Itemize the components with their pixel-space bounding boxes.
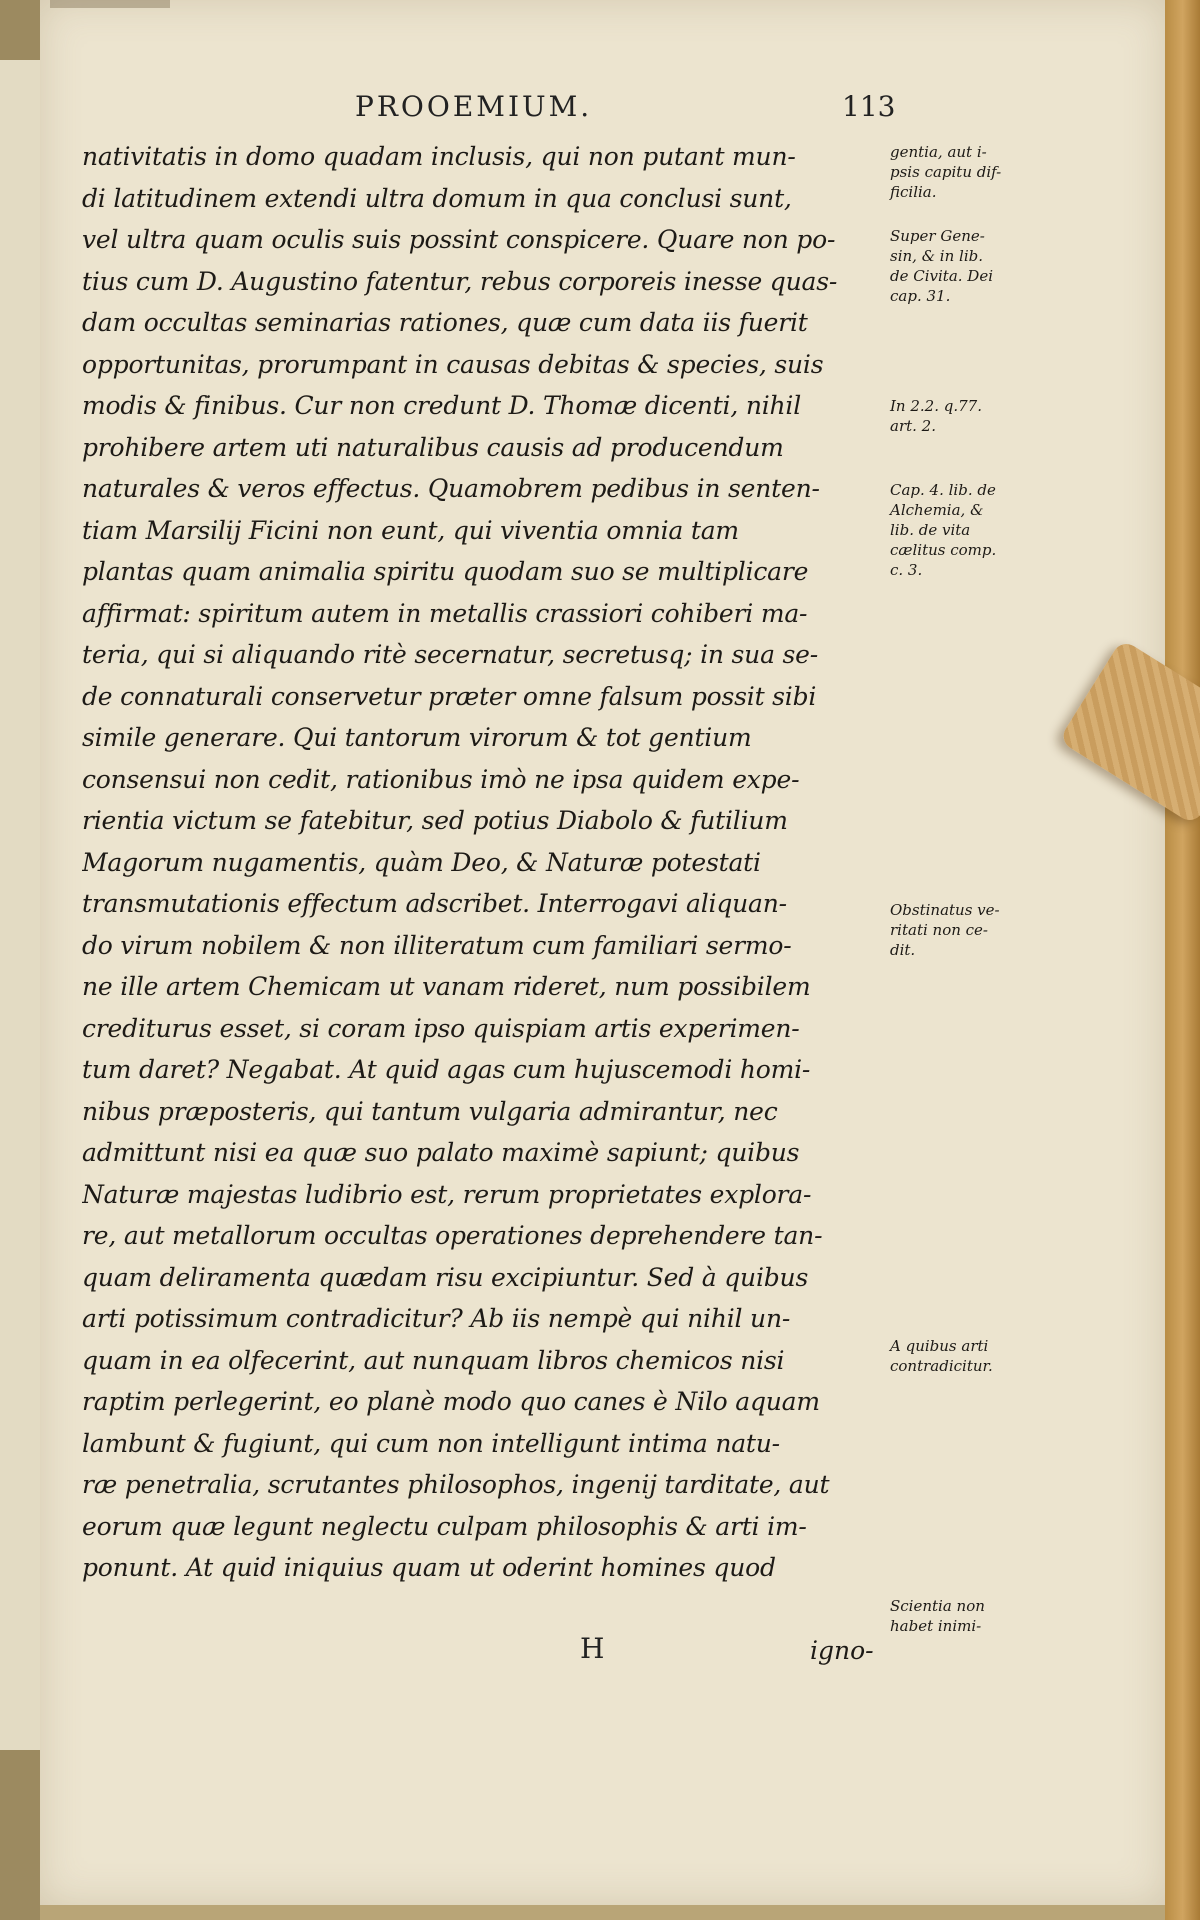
signature-mark: H	[580, 1632, 605, 1665]
text-line: de connaturali conservetur præter omne falsum possit sibi	[82, 681, 817, 711]
margin-note-line: sin, & in lib.	[890, 247, 984, 265]
text-line: admittunt nisi ea quæ suo palato maximè sapiunt; quibus	[82, 1138, 800, 1167]
margin-note-line: Cap. 4. lib. de	[890, 481, 996, 499]
text-line: do virum nobilem & non illiteratum cum familiari sermo-	[82, 930, 792, 960]
margin-note	[890, 1336, 1040, 1376]
margin-note-line: ficilia.	[890, 183, 937, 201]
margin-note-line: c. 3.	[890, 561, 923, 579]
text-line: transmutationis effectum adscribet. Interrogavi aliquan-	[82, 889, 787, 918]
text-line: ponunt. At quid iniquius quam ut oderint homines quod	[82, 1553, 776, 1582]
margin-note	[890, 900, 1040, 960]
margin-note-line: contradicitur.	[890, 1357, 993, 1375]
text-line: eorum quæ legunt neglectu culpam philosophis & arti im-	[82, 1511, 807, 1541]
text-line: tius cum D. Augustino fatentur, rebus corporeis inesse quas-	[82, 266, 838, 296]
text-line: vel ultra quam oculis suis possint conspicere. Quare non po-	[82, 225, 836, 254]
text-line: naturales & veros effectus. Quamobrem pedibus in senten-	[82, 474, 820, 503]
page-number: 113	[842, 90, 896, 123]
margin-note-line: dit.	[890, 941, 916, 959]
margin-note-line: psis capitu dif-	[890, 163, 1002, 181]
catchword: igno-	[810, 1636, 874, 1665]
page-header	[355, 90, 896, 130]
text-line: dam occultas seminarias rationes, quæ cum data iis fuerit	[82, 308, 808, 337]
margin-note-line: Obstinatus ve-	[890, 901, 1000, 919]
text-line: plantas quam animalia spiritu quodam suo se multiplicare	[82, 557, 809, 586]
facing-page-edge	[0, 60, 41, 1750]
text-line: tum daret? Negabat. At quid agas cum hujuscemodi homi-	[82, 1055, 811, 1084]
page-footer	[82, 1632, 882, 1676]
text-line: Naturæ majestas ludibrio est, rerum proprietates explora-	[82, 1179, 812, 1209]
main-text-block	[82, 136, 882, 1589]
text-line: nativitatis in domo quadam inclusis, qui non putant mun-	[82, 142, 796, 171]
text-line: rientia victum se fatebitur, sed potius Diabolo & futilium	[82, 806, 788, 835]
text-line: re, aut metallorum occultas operationes deprehendere tan-	[82, 1221, 823, 1250]
text-line: modis & finibus. Cur non credunt D. Thomæ dicenti, nihil	[82, 391, 802, 420]
margin-note-line: cælitus comp.	[890, 541, 997, 559]
text-line: lambunt & fugiunt, qui cum non intelligunt intima natu-	[82, 1428, 780, 1458]
margin-note-line: lib. de vita	[890, 521, 971, 539]
text-line: ræ penetralia, scrutantes philosophos, ingenij tarditate, aut	[82, 1470, 830, 1499]
margin-note-line: habet inimi-	[890, 1617, 982, 1635]
margin-note	[890, 480, 1040, 580]
text-line: ne ille artem Chemicam ut vanam rideret, num possibilem	[82, 972, 811, 1001]
text-line: arti potissimum contradicitur? Ab iis nempè qui nihil un-	[82, 1304, 791, 1333]
book-spine-edge	[1165, 0, 1200, 1920]
text-line: teria, qui si aliquando ritè secernatur, secretusq; in sua se-	[82, 640, 818, 669]
margin-note-line: In 2.2. q.77.	[890, 397, 982, 415]
text-line: di latitudinem extendi ultra domum in qua conclusi sunt,	[82, 183, 792, 213]
text-line: tiam Marsilij Ficini non eunt, qui viventia omnia tam	[82, 515, 739, 545]
page-bottom-edge	[40, 1905, 1165, 1920]
text-line: quam deliramenta quædam risu excipiuntur. Sed à quibus	[82, 1262, 809, 1292]
margin-note-line: art. 2.	[890, 417, 936, 435]
margin-note-line: Scientia non	[890, 1597, 985, 1615]
margin-note-line: A quibus arti	[890, 1337, 989, 1355]
margin-note-line: ritati non ce-	[890, 921, 988, 939]
text-line: quam in ea olfecerint, aut nunquam libros chemicos nisi	[82, 1345, 785, 1375]
text-line: consensui non cedit, rationibus imò ne ipsa quidem expe-	[82, 764, 800, 794]
margin-note-line: cap. 31.	[890, 287, 951, 305]
margin-note-line: Super Gene-	[890, 227, 985, 245]
text-line: raptim perlegerint, eo planè modo quo canes è Nilo aquam	[82, 1387, 820, 1416]
text-line: affirmat: spiritum autem in metallis crassiori cohiberi ma-	[82, 598, 808, 628]
margin-note	[890, 226, 1040, 306]
text-line: prohibere artem uti naturalibus causis ad producendum	[82, 432, 784, 462]
text-line: crediturus esset, si coram ipso quispiam artis experimen-	[82, 1013, 800, 1043]
text-line: nibus præposteris, qui tantum vulgaria admirantur, nec	[82, 1096, 778, 1126]
margin-note	[890, 396, 1040, 436]
margin-note	[890, 142, 1040, 202]
margin-note-line: Alchemia, &	[890, 501, 984, 519]
ink-stain	[50, 0, 170, 8]
margin-note-line: de Civita. Dei	[890, 267, 994, 285]
margin-note	[890, 1596, 1040, 1636]
margin-note-line: gentia, aut i-	[890, 143, 987, 161]
running-title: PROOEMIUM.	[355, 90, 593, 123]
text-line: opportunitas, prorumpant in causas debitas & species, suis	[82, 349, 824, 379]
text-line: Magorum nugamentis, quàm Deo, & Naturæ potestati	[82, 847, 761, 877]
text-line: simile generare. Qui tantorum virorum & tot gentium	[82, 723, 752, 752]
